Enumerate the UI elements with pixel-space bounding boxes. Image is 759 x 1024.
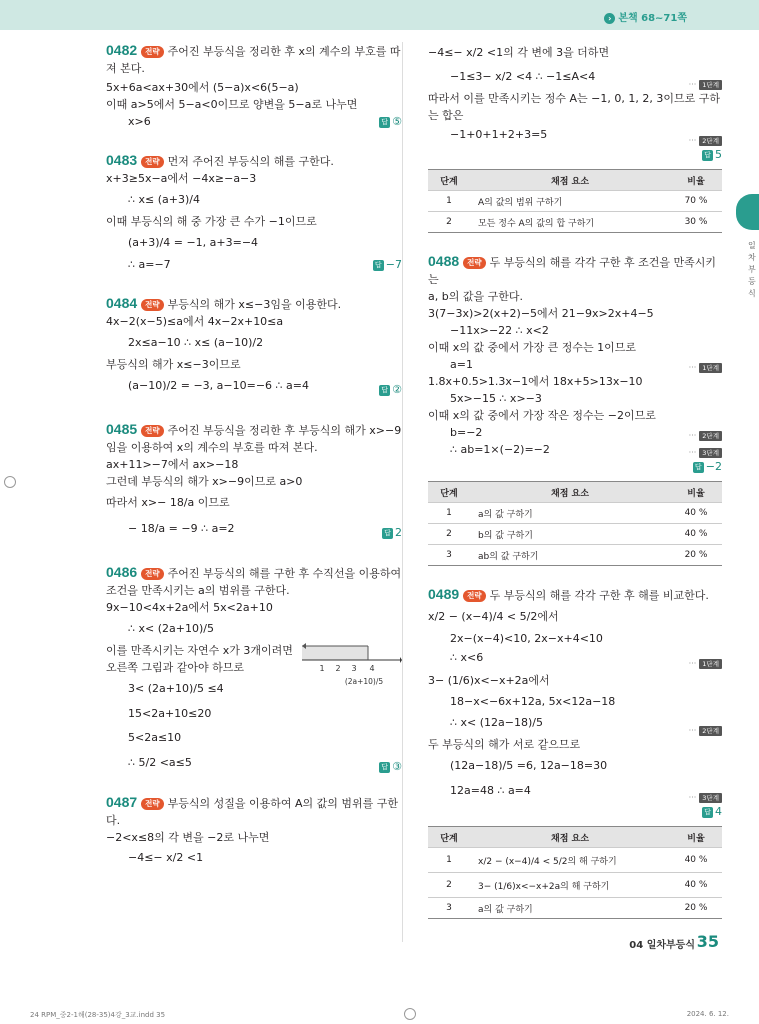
answer-icon: 답 [382, 528, 393, 539]
solution-line: 3(7−3x)>2(x+2)−5에서 21−9x>2x+4−5 [428, 307, 654, 320]
problem-number: 0488 [428, 253, 460, 269]
table-row: 2 b의 값 구하기 40 % [428, 524, 722, 545]
problem-number: 0484 [106, 295, 138, 311]
strategy-text-cont: a, b의 값을 구한다. [428, 290, 523, 303]
strategy-text: 먼저 주어진 부등식의 해를 구한다. [167, 155, 334, 168]
solution-line: 1.8x+0.5>1.3x−1에서 18x+5>13x−10 [428, 375, 643, 388]
solution-line: 3< (2a+10)/5 ≤4 [128, 682, 224, 695]
step-marker: ··· 2단계 [689, 718, 722, 744]
solution-line: b=−2 [450, 426, 483, 439]
crop-mark-icon [4, 476, 16, 488]
step-marker: ··· 2단계 [689, 130, 722, 152]
problem-number: 0483 [106, 152, 138, 168]
solution-line: −4≤− x/2 <1의 각 변에 3을 더하면 [428, 46, 610, 59]
solution-line: 이때 a>5에서 5−a<0이므로 양변을 5−a로 나누면 [106, 98, 358, 111]
answer-icon: 답 [379, 385, 390, 396]
answer-mark: 답 4 [702, 805, 722, 818]
solution-line: 이때 부등식의 해 중 가장 큰 수가 −1이므로 [106, 215, 317, 228]
boundary-label: (2a+10)/5 [344, 677, 384, 686]
solution-line: 5x+6a<ax+30에서 (5−a)x<6(5−a) [106, 81, 299, 94]
problem-0486 [106, 564, 402, 776]
solution-line: 따라서 이를 만족시키는 정수 A는 −1, 0, 1, 2, 3이므로 구하 [428, 92, 720, 105]
tick-label: 3 [351, 664, 357, 673]
problem-number: 0486 [106, 564, 138, 580]
solution-line: 따라서 x>− 18/a 이므로 [106, 496, 230, 509]
solution-line: ∴ 5/2 <a≤5 [128, 756, 192, 769]
strategy-badge: 전략 [141, 156, 164, 168]
problem-0482 [106, 42, 402, 130]
solution-line: −11x>−22 ∴ x<2 [450, 324, 549, 337]
solution-line: 15<2a+10≤20 [128, 707, 212, 720]
chapter-side-tab [736, 194, 759, 230]
solution-line: ∴ ab=1×(−2)=−2 [450, 443, 550, 456]
solution-line: ax+11>−7에서 ax>−18 [106, 458, 239, 471]
answer-mark: 답 2 [382, 520, 402, 546]
strategy-badge: 전략 [141, 425, 164, 437]
column-divider [402, 42, 403, 942]
solution-line: −1+0+1+2+3=5 [450, 128, 548, 141]
strategy-badge: 전략 [141, 568, 164, 580]
solution-line: 2x−(x−4)<10, 2x−x+4<10 [450, 632, 603, 645]
answer-icon: 답 [702, 150, 713, 161]
problem-0487 [106, 794, 402, 870]
strategy-text: 주어진 부등식을 정리한 후 부등식의 해가 x>−9 [167, 424, 402, 437]
solution-line: 이를 만족시키는 자연수 x가 3개이려면 [106, 644, 293, 657]
answer-mark: 답 5 [702, 148, 722, 161]
step-marker: ··· 3단계 [689, 444, 722, 461]
solution-line: x+3≥5x−a에서 −4x≥−a−3 [106, 172, 257, 185]
page-reference: › 본책 68~71쪽 [604, 9, 687, 24]
strategy-badge: 전략 [141, 299, 164, 311]
solution-line: 이때 x의 값 중에서 가장 큰 정수는 1이므로 [428, 341, 636, 354]
solution-line: 2x≤a−10 ∴ x≤ (a−10)/2 [128, 336, 264, 349]
table-header-row: 단계 채점 요소 비율 [428, 482, 722, 503]
scoring-table [428, 826, 722, 919]
arrow-right-icon: › [604, 13, 615, 24]
right-column [428, 42, 722, 919]
solution-line: 12a=48 ∴ a=4 [450, 784, 531, 797]
answer-mark: 답 ② [379, 377, 402, 403]
solution-line: x/2 − (x−4)/4 < 5/2에서 [428, 610, 559, 623]
solution-line: a=1 [450, 358, 473, 371]
table-row: 3 a의 값 구하기 20 % [428, 898, 722, 919]
solution-line: (a−10)/2 = −3, a−10=−6 ∴ a=4 [128, 379, 309, 392]
answer-icon: 답 [379, 762, 390, 773]
crop-mark-icon [404, 1008, 416, 1020]
print-info: 24 RPM_중2-1해(28-35)4강_3교.indd 35 [30, 1011, 166, 1019]
step-marker: ··· 3단계 [689, 786, 722, 810]
problem-0487-continued [428, 42, 722, 233]
problem-number: 0489 [428, 586, 460, 602]
table-row: 2 3− (1/6)x<−x+2a의 해 구하기 40 % [428, 873, 722, 898]
tick-label: 4 [369, 664, 375, 673]
answer-mark: 답 ③ [379, 754, 402, 780]
problem-number: 0487 [106, 794, 138, 810]
solution-line: (12a−18)/5 =6, 12a−18=30 [450, 759, 608, 772]
answer-mark: 답 ⑤ [379, 113, 402, 130]
table-header-row: 단계 채점 요소 비율 [428, 170, 722, 191]
solution-line: 이때 x의 값 중에서 가장 작은 정수는 −2이므로 [428, 409, 656, 422]
step-marker: ··· 1단계 [689, 359, 722, 376]
solution-line: − 18/a = −9 ∴ a=2 [128, 522, 235, 535]
solution-line: 5x>−15 ∴ x>−3 [450, 392, 542, 405]
solution-line: 9x−10<4x+2a에서 5x<2a+10 [106, 601, 273, 614]
table-row: 1 x/2 − (x−4)/4 < 5/2의 해 구하기 40 % [428, 848, 722, 873]
table-row: 3 ab의 값 구하기 20 % [428, 545, 722, 566]
scoring-table [428, 481, 722, 566]
solution-line: ∴ x<6 [450, 651, 484, 664]
step-marker: ··· 1단계 [689, 72, 722, 98]
strategy-text: 부등식의 성질을 이용하여 A의 값의 범위를 구한다. [106, 797, 399, 827]
problem-0483 [106, 152, 402, 273]
print-date: 2024. 6. 12. [686, 1010, 729, 1018]
solution-line: 그런데 부등식의 해가 x>−9이므로 a>0 [106, 475, 303, 488]
solution-line: 두 부등식의 해가 서로 같으므로 [428, 738, 581, 751]
solution-line: 3− (1/6)x<−x+2a에서 [428, 674, 550, 687]
solution-line: ∴ x< (2a+10)/5 [128, 622, 214, 635]
range-band [302, 646, 368, 660]
strategy-text: 두 부등식의 해를 각각 구한 후 조건을 만족시키는 [428, 256, 717, 286]
answer-mark: 답 −7 [373, 256, 402, 273]
scoring-table [428, 169, 722, 233]
solution-line: ∴ a=−7 [128, 258, 171, 271]
strategy-badge: 전략 [463, 590, 486, 602]
solution-line: −1≤3− x/2 <4 ∴ −1≤A<4 [450, 70, 596, 83]
solution-line: −2<x≤8의 각 변을 −2로 나누면 [106, 831, 270, 844]
table-row: 1 a의 값 구하기 40 % [428, 503, 722, 524]
answer-icon: 답 [373, 260, 384, 271]
solution-line: 5<2a≤10 [128, 731, 182, 744]
solution-line: 4x−2(x−5)≤a에서 4x−2x+10≤a [106, 315, 284, 328]
answer-icon: 답 [379, 117, 390, 128]
page-number: 35 [696, 932, 719, 951]
step-marker: ··· 2단계 [689, 427, 722, 444]
step-marker: ··· 1단계 [689, 653, 722, 675]
solution-line: −4≤− x/2 <1 [128, 851, 204, 864]
answer-icon: 답 [702, 807, 713, 818]
answer-mark: 답 −2 [693, 460, 722, 473]
strategy-text-cont: 임을 이용하여 x의 계수의 부호를 따져 본다. [106, 441, 318, 454]
strategy-badge: 전략 [463, 257, 486, 269]
problem-number: 0482 [106, 42, 138, 58]
footer-chapter: 04 일차부등식 [629, 940, 695, 951]
table-row: 2 모든 정수 A의 값의 합 구하기 30 % [428, 212, 722, 233]
solution-line: 는 합은 [428, 109, 464, 122]
tick-label: 2 [335, 664, 341, 673]
chapter-side-label: 일차부등식 [748, 241, 756, 298]
strategy-text: 두 부등식의 해를 각각 구한 후 해를 비교한다. [489, 589, 709, 602]
solution-line: ∴ x< (12a−18)/5 [450, 716, 543, 729]
strategy-text: 부등식의 해가 x≤−3임을 이용한다. [167, 298, 342, 311]
left-column [106, 42, 402, 870]
strategy-text: 주어진 부등식의 해를 구한 후 수직선을 이용하여 [167, 567, 402, 580]
strategy-badge: 전략 [141, 798, 164, 810]
problem-0488 [428, 253, 722, 566]
problem-0489 [428, 586, 722, 919]
tick-label: 1 [319, 664, 325, 673]
strategy-text-cont: 조건을 만족시키는 a의 범위를 구한다. [106, 584, 290, 597]
table-header-row: 단계 채점 요소 비율 [428, 827, 722, 848]
problem-number: 0485 [106, 421, 138, 437]
solution-line: 18−x<−6x+12a, 5x<12a−18 [450, 695, 616, 708]
solution-line: (a+3)/4 = −1, a+3=−4 [128, 236, 259, 249]
solution-line: x>6 [128, 115, 151, 128]
table-row: 1 A의 값의 범위 구하기 70 % [428, 191, 722, 212]
solution-line: 오른쪽 그림과 같아야 하므로 [106, 661, 245, 674]
strategy-badge: 전략 [141, 46, 164, 58]
strategy-text: 주어진 부등식을 정리한 후 x의 계수의 부호를 따져 본다. [106, 45, 401, 75]
problem-0485 [106, 421, 402, 542]
solution-line: 부등식의 해가 x≤−3이므로 [106, 358, 241, 371]
answer-icon: 답 [693, 462, 704, 473]
solution-line: ∴ x≤ (a+3)/4 [128, 193, 200, 206]
problem-0484 [106, 295, 402, 399]
